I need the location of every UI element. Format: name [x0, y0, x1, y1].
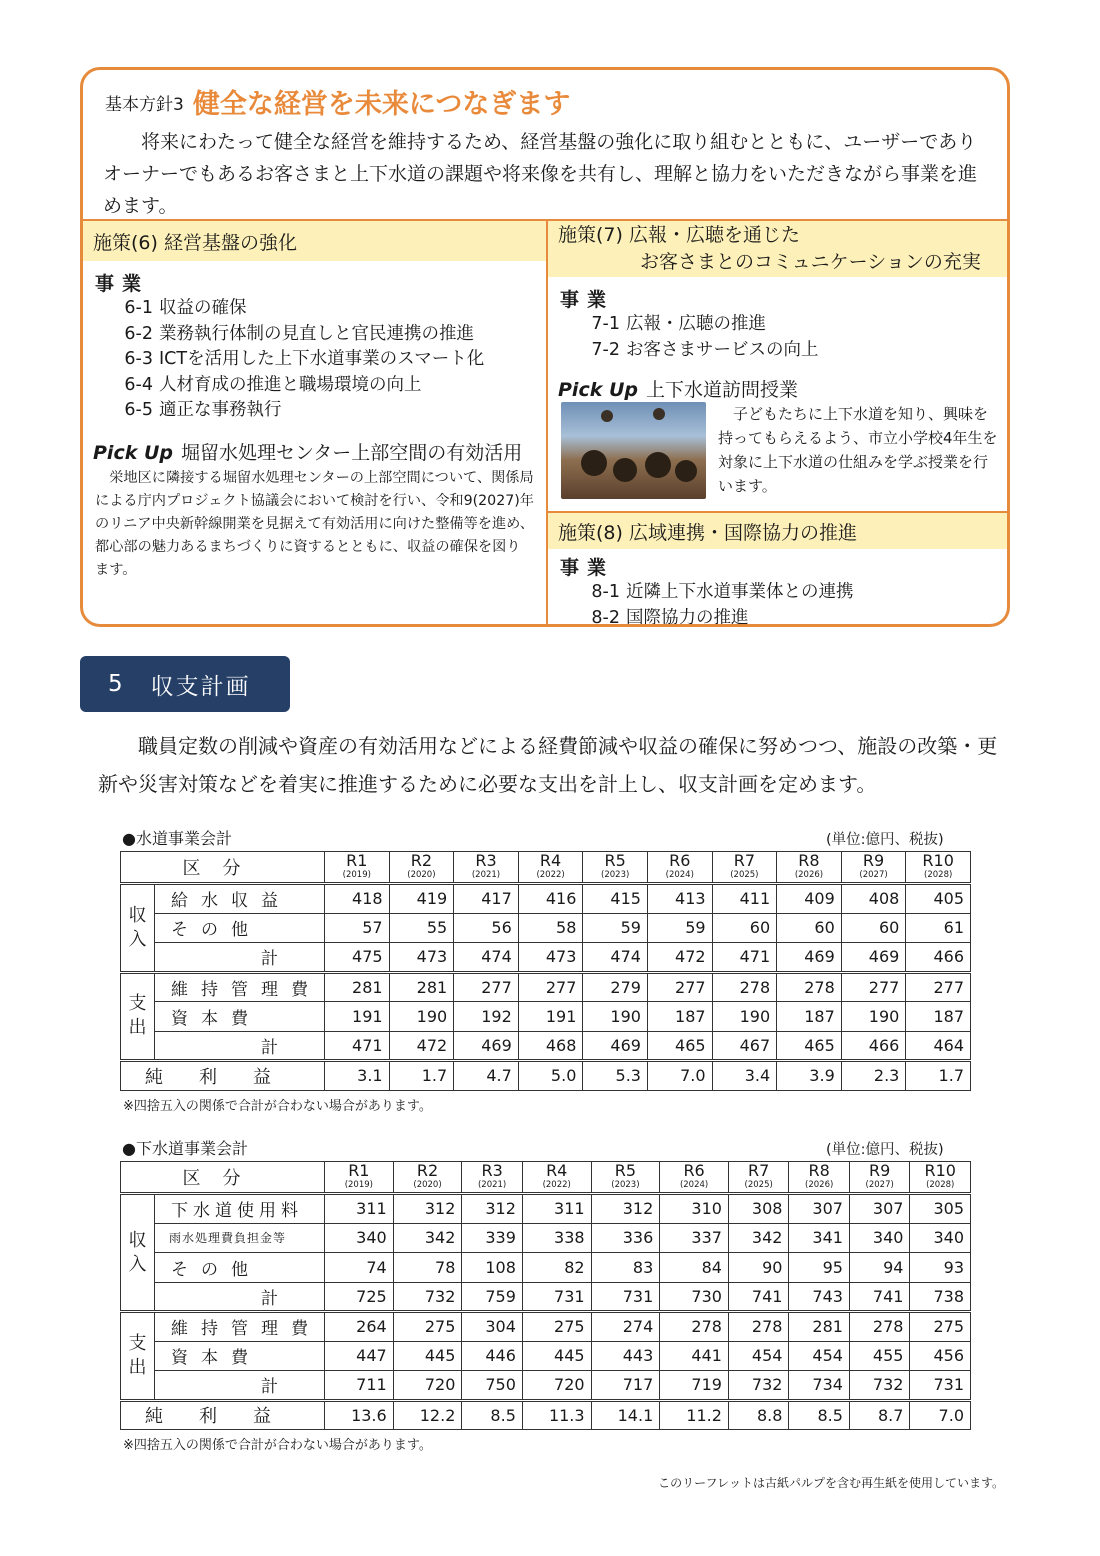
- table-cell: 3.4: [712, 1061, 777, 1091]
- table-cell: 1.7: [389, 1061, 454, 1091]
- policy-body: 将来にわたって健全な経営を維持するため、経営基盤の強化に取り組むとともに、ユーザーでありオーナーでもあるお客さまと上下水道の課題や将来像を共有し、理解と協力をいただきながら事業を進めます。: [103, 131, 978, 217]
- row-label: 維持管理費: [155, 972, 325, 1002]
- table-cell: 408: [841, 884, 906, 914]
- measure8-title: 施策(8) 広域連携・国際協力の推進: [548, 513, 1008, 549]
- table-cell: 281: [325, 972, 390, 1002]
- list-item: 6-1 収益の確保: [124, 298, 247, 318]
- list-item: 6-4 人材育成の推進と職場環境の向上: [124, 374, 422, 395]
- table-cell: 717: [591, 1371, 660, 1401]
- table-cell: 275: [910, 1312, 971, 1342]
- profit-row: [121, 1400, 971, 1430]
- year-header: R1 (2019): [325, 852, 390, 884]
- row-label: 雨水処理費負担金等: [155, 1223, 325, 1253]
- table-cell: 94: [849, 1253, 910, 1283]
- table-cell: 281: [389, 972, 454, 1002]
- list-item: 7-2 お客さまサービスの向上: [591, 339, 819, 360]
- table-cell: 3.1: [325, 1061, 390, 1091]
- measure7-pickup-desc: 子どもたちに上下水道を知り、興味を持ってもらえるよう、市立小学校4年生を対象に上下水道の仕組みを学ぶ授業を行います。: [718, 405, 998, 495]
- table-cell: 415: [583, 884, 648, 914]
- table-cell: 55: [389, 913, 454, 943]
- year-header: R8 (2026): [777, 852, 842, 884]
- year-header: R2 (2020): [389, 852, 454, 884]
- list-item: 6-5 適正な事務執行: [124, 400, 282, 420]
- table-cell: 411: [712, 884, 777, 914]
- sewer-table-title: ●下水道事業会計: [122, 1139, 248, 1158]
- table-cell: 456: [910, 1341, 971, 1371]
- year-header: R4 (2022): [518, 852, 583, 884]
- measure6-jigyo-label: 事業: [95, 273, 150, 295]
- table-cell: 472: [389, 1031, 454, 1061]
- year-header: R10 (2028): [910, 1162, 971, 1194]
- table-cell: 14.1: [591, 1400, 660, 1430]
- table-cell: 743: [789, 1282, 850, 1312]
- table-cell: 731: [910, 1371, 971, 1401]
- profit-row: [121, 1061, 971, 1091]
- expense-group-label: 支出: [121, 972, 155, 1061]
- pickup-label: Pick Up: [93, 441, 173, 464]
- table-cell: 4.7: [454, 1061, 519, 1091]
- table-cell: 275: [522, 1312, 591, 1342]
- table-cell: 472: [647, 943, 712, 973]
- table-cell: 307: [789, 1194, 850, 1224]
- table-cell: 84: [660, 1253, 729, 1283]
- year-header: R5 (2023): [583, 852, 648, 884]
- table-cell: 465: [647, 1031, 712, 1061]
- water-table-note: ※四捨五入の関係で合計が合わない場合があります。: [123, 1099, 432, 1114]
- measure6-item-list: [83, 296, 546, 424]
- table-cell: 418: [325, 884, 390, 914]
- year-header: R3 (2021): [454, 852, 519, 884]
- table-row: [121, 1282, 971, 1312]
- table-cell: 11.2: [660, 1400, 729, 1430]
- table-cell: 311: [325, 1194, 394, 1224]
- category-header: 区分: [121, 1162, 325, 1194]
- row-label: 資本費: [155, 1002, 325, 1032]
- table-cell: 90: [728, 1253, 789, 1283]
- table-cell: 278: [777, 972, 842, 1002]
- policy-heading: [105, 82, 570, 121]
- measure6-pickup-desc: 栄地区に隣接する堀留水処理センターの上部空間について、関係局による庁内プロジェクト協議会において検討を行い、令和9(2027)年のリニア中央新幹線開業を見据えて有効活用に向けた整備等を進め、都心部の魅力あるまちづくりに資するとともに、収益の確保を図ります。: [95, 469, 534, 578]
- table-cell: 277: [454, 972, 519, 1002]
- table-cell: 342: [393, 1223, 462, 1253]
- table-row: [121, 1194, 971, 1224]
- pickup-title: 上下水道訪問授業: [645, 379, 798, 401]
- table-cell: 337: [660, 1223, 729, 1253]
- profit-label: 純利益: [121, 1061, 325, 1091]
- section-title: 収支計画: [150, 673, 251, 700]
- profit-label: 純利益: [121, 1400, 325, 1430]
- table-cell: 278: [849, 1312, 910, 1342]
- table-cell: 13.6: [325, 1400, 394, 1430]
- table-cell: 191: [518, 1002, 583, 1032]
- pickup-label: Pick Up: [558, 379, 638, 401]
- table-cell: 719: [660, 1371, 729, 1401]
- table-cell: 187: [906, 1002, 971, 1032]
- table-cell: 445: [393, 1341, 462, 1371]
- list-item: 6-3 ICTを活用した上下水道事業のスマート化: [124, 349, 485, 369]
- table-cell: 734: [789, 1371, 850, 1401]
- measure8-panel: [548, 511, 1008, 627]
- table-cell: 340: [849, 1223, 910, 1253]
- table-cell: 467: [712, 1031, 777, 1061]
- table-row: [121, 1223, 971, 1253]
- table-cell: 731: [591, 1282, 660, 1312]
- pickup-title: 堀留水処理センター上部空間の有効活用: [180, 441, 523, 464]
- measure6-pickup-heading: [83, 438, 546, 465]
- table-cell: 277: [841, 972, 906, 1002]
- row-label: 給水収益: [155, 884, 325, 914]
- section-number: 5: [108, 671, 125, 697]
- policy-title: 健全な経営を未来につなぎます: [192, 89, 571, 120]
- list-item: 7-1 広報・広聴の推進: [591, 314, 766, 334]
- table-cell: 447: [325, 1341, 394, 1371]
- year-header: R9 (2027): [841, 852, 906, 884]
- table-cell: 720: [522, 1371, 591, 1401]
- table-cell: 278: [660, 1312, 729, 1342]
- table-cell: 59: [647, 913, 712, 943]
- table-cell: 416: [518, 884, 583, 914]
- table-cell: 342: [728, 1223, 789, 1253]
- table-cell: 190: [841, 1002, 906, 1032]
- table-cell: 7.0: [910, 1400, 971, 1430]
- table-cell: 58: [518, 913, 583, 943]
- sewer-finance-table: [120, 1161, 971, 1430]
- table-cell: 738: [910, 1282, 971, 1312]
- measure8-item-list: [548, 580, 1008, 627]
- row-label: その他: [155, 913, 325, 943]
- row-label: 計: [155, 943, 325, 973]
- table-row: [121, 1371, 971, 1401]
- table-cell: 473: [389, 943, 454, 973]
- table-cell: 469: [777, 943, 842, 973]
- table-cell: 741: [849, 1282, 910, 1312]
- table-cell: 8.5: [462, 1400, 523, 1430]
- footer-note: このリーフレットは古紙パルプを含む再生紙を使用しています。: [658, 1476, 1004, 1490]
- year-header: R7 (2025): [728, 1162, 789, 1194]
- table-cell: 405: [906, 884, 971, 914]
- table-row: [121, 1031, 971, 1061]
- measure7-panel: [548, 221, 1008, 627]
- table-cell: 473: [518, 943, 583, 973]
- table-cell: 307: [849, 1194, 910, 1224]
- list-item: 8-2 国際協力の推進: [591, 607, 749, 627]
- table-cell: 732: [393, 1282, 462, 1312]
- year-header: R5 (2023): [591, 1162, 660, 1194]
- table-cell: 312: [462, 1194, 523, 1224]
- table-cell: 277: [518, 972, 583, 1002]
- year-header: R2 (2020): [393, 1162, 462, 1194]
- table-cell: 5.0: [518, 1061, 583, 1091]
- classroom-photo: [561, 402, 706, 499]
- measure7-title-line2: お客さまとのコミュニケーションの充実: [640, 251, 981, 273]
- year-header: R4 (2022): [522, 1162, 591, 1194]
- table-cell: 446: [462, 1341, 523, 1371]
- year-header: R8 (2026): [789, 1162, 850, 1194]
- table-header-row: [121, 852, 971, 884]
- table-cell: 441: [660, 1341, 729, 1371]
- table-cell: 192: [454, 1002, 519, 1032]
- table-cell: 191: [325, 1002, 390, 1032]
- table-cell: 464: [906, 1031, 971, 1061]
- table-cell: 471: [325, 1031, 390, 1061]
- table-cell: 741: [728, 1282, 789, 1312]
- table-cell: 475: [325, 943, 390, 973]
- table-row: [121, 943, 971, 973]
- table-cell: 190: [712, 1002, 777, 1032]
- water-finance-table: [120, 851, 971, 1091]
- table-row: [121, 1002, 971, 1032]
- table-cell: 730: [660, 1282, 729, 1312]
- row-label: 資本費: [155, 1341, 325, 1371]
- table-row: [121, 1341, 971, 1371]
- table-cell: 264: [325, 1312, 394, 1342]
- table-cell: 720: [393, 1371, 462, 1401]
- policy-number: 基本方針3: [105, 95, 184, 115]
- table-cell: 12.2: [393, 1400, 462, 1430]
- table-cell: 190: [583, 1002, 648, 1032]
- table-cell: 304: [462, 1312, 523, 1342]
- table-cell: 95: [789, 1253, 850, 1283]
- row-label: 計: [155, 1371, 325, 1401]
- table-cell: 5.3: [583, 1061, 648, 1091]
- table-cell: 74: [325, 1253, 394, 1283]
- section-heading: [80, 656, 290, 712]
- year-header: R9 (2027): [849, 1162, 910, 1194]
- table-cell: 281: [789, 1312, 850, 1342]
- year-header: R3 (2021): [462, 1162, 523, 1194]
- row-label: 下水道使用料: [155, 1194, 325, 1224]
- table-row: [121, 884, 971, 914]
- water-table-unit: (単位:億円、税抜): [826, 832, 944, 848]
- income-group-label: 収入: [121, 884, 155, 973]
- table-cell: 454: [728, 1341, 789, 1371]
- table-cell: 305: [910, 1194, 971, 1224]
- table-cell: 419: [389, 884, 454, 914]
- table-cell: 57: [325, 913, 390, 943]
- table-cell: 11.3: [522, 1400, 591, 1430]
- table-cell: 711: [325, 1371, 394, 1401]
- sewer-table-unit: (単位:億円、税抜): [826, 1142, 944, 1158]
- table-cell: 469: [841, 943, 906, 973]
- table-row: [121, 972, 971, 1002]
- table-cell: 750: [462, 1371, 523, 1401]
- table-cell: 443: [591, 1341, 660, 1371]
- table-cell: 187: [777, 1002, 842, 1032]
- row-label: その他: [155, 1253, 325, 1283]
- table-cell: 312: [393, 1194, 462, 1224]
- table-cell: 278: [712, 972, 777, 1002]
- table-cell: 417: [454, 884, 519, 914]
- table-cell: 474: [454, 943, 519, 973]
- table-cell: 732: [849, 1371, 910, 1401]
- table-cell: 312: [591, 1194, 660, 1224]
- category-header: 区分: [121, 852, 325, 884]
- table-row: [121, 1312, 971, 1342]
- table-cell: 731: [522, 1282, 591, 1312]
- table-cell: 56: [454, 913, 519, 943]
- measure7-pickup-heading: [548, 375, 1008, 402]
- table-cell: 469: [583, 1031, 648, 1061]
- table-cell: 278: [728, 1312, 789, 1342]
- table-cell: 338: [522, 1223, 591, 1253]
- year-header: R6 (2024): [647, 852, 712, 884]
- table-cell: 409: [777, 884, 842, 914]
- table-cell: 474: [583, 943, 648, 973]
- expense-group-label: 支出: [121, 1312, 155, 1401]
- table-cell: 8.7: [849, 1400, 910, 1430]
- table-cell: 471: [712, 943, 777, 973]
- table-cell: 455: [849, 1341, 910, 1371]
- table-cell: 78: [393, 1253, 462, 1283]
- list-item: 8-1 近隣上下水道事業体との連携: [591, 582, 854, 602]
- income-group-label: 収入: [121, 1194, 155, 1312]
- table-cell: 2.3: [841, 1061, 906, 1091]
- year-header: R6 (2024): [660, 1162, 729, 1194]
- table-cell: 469: [454, 1031, 519, 1061]
- measure7-title: [548, 221, 1008, 277]
- table-cell: 466: [906, 943, 971, 973]
- table-cell: 468: [518, 1031, 583, 1061]
- row-label: 維持管理費: [155, 1312, 325, 1342]
- table-cell: 340: [325, 1223, 394, 1253]
- policy-box: [80, 67, 1010, 627]
- table-cell: 8.8: [728, 1400, 789, 1430]
- table-cell: 732: [728, 1371, 789, 1401]
- year-header: R10 (2028): [906, 852, 971, 884]
- table-cell: 190: [389, 1002, 454, 1032]
- measure6-title: 施策(6) 経営基盤の強化: [83, 221, 546, 261]
- table-cell: 108: [462, 1253, 523, 1283]
- table-row: [121, 913, 971, 943]
- table-cell: 466: [841, 1031, 906, 1061]
- table-cell: 8.5: [789, 1400, 850, 1430]
- table-cell: 340: [910, 1223, 971, 1253]
- table-cell: 187: [647, 1002, 712, 1032]
- table-cell: 311: [522, 1194, 591, 1224]
- table-cell: 277: [906, 972, 971, 1002]
- table-cell: 61: [906, 913, 971, 943]
- measure6-panel: [83, 221, 548, 627]
- table-cell: 82: [522, 1253, 591, 1283]
- table-cell: 336: [591, 1223, 660, 1253]
- table-cell: 274: [591, 1312, 660, 1342]
- table-cell: 7.0: [647, 1061, 712, 1091]
- measure7-item-list: [548, 312, 1008, 363]
- table-cell: 3.9: [777, 1061, 842, 1091]
- table-cell: 413: [647, 884, 712, 914]
- table-cell: 465: [777, 1031, 842, 1061]
- table-cell: 279: [583, 972, 648, 1002]
- row-label: 計: [155, 1031, 325, 1061]
- table-cell: 308: [728, 1194, 789, 1224]
- measure8-jigyo-label: 事業: [560, 557, 615, 579]
- year-header: R1 (2019): [325, 1162, 394, 1194]
- table-cell: 59: [583, 913, 648, 943]
- table-cell: 339: [462, 1223, 523, 1253]
- measure7-title-line1: 施策(7) 広報・広聴を通じた: [558, 224, 800, 246]
- table-cell: 725: [325, 1282, 394, 1312]
- table-cell: 60: [841, 913, 906, 943]
- table-cell: 1.7: [906, 1061, 971, 1091]
- table-cell: 93: [910, 1253, 971, 1283]
- measure7-jigyo-label: 事業: [560, 289, 615, 311]
- table-cell: 277: [647, 972, 712, 1002]
- table-cell: 83: [591, 1253, 660, 1283]
- year-header: R7 (2025): [712, 852, 777, 884]
- table-row: [121, 1253, 971, 1283]
- row-label: 計: [155, 1282, 325, 1312]
- table-cell: 341: [789, 1223, 850, 1253]
- table-cell: 445: [522, 1341, 591, 1371]
- section-intro: 職員定数の削減や資産の有効活用などによる経費節減や収益の確保に努めつつ、施設の改築・更新や災害対策などを着実に推進するために必要な支出を計上し、収支計画を定めます。: [98, 734, 998, 796]
- table-cell: 759: [462, 1282, 523, 1312]
- table-cell: 60: [777, 913, 842, 943]
- list-item: 6-2 業務執行体制の見直しと官民連携の推進: [124, 323, 474, 344]
- table-header-row: [121, 1162, 971, 1194]
- table-cell: 310: [660, 1194, 729, 1224]
- table-cell: 275: [393, 1312, 462, 1342]
- table-cell: 454: [789, 1341, 850, 1371]
- measures-row: [83, 219, 1007, 627]
- sewer-table-note: ※四捨五入の関係で合計が合わない場合があります。: [123, 1438, 432, 1453]
- water-table-title: ●水道事業会計: [122, 829, 232, 848]
- table-cell: 60: [712, 913, 777, 943]
